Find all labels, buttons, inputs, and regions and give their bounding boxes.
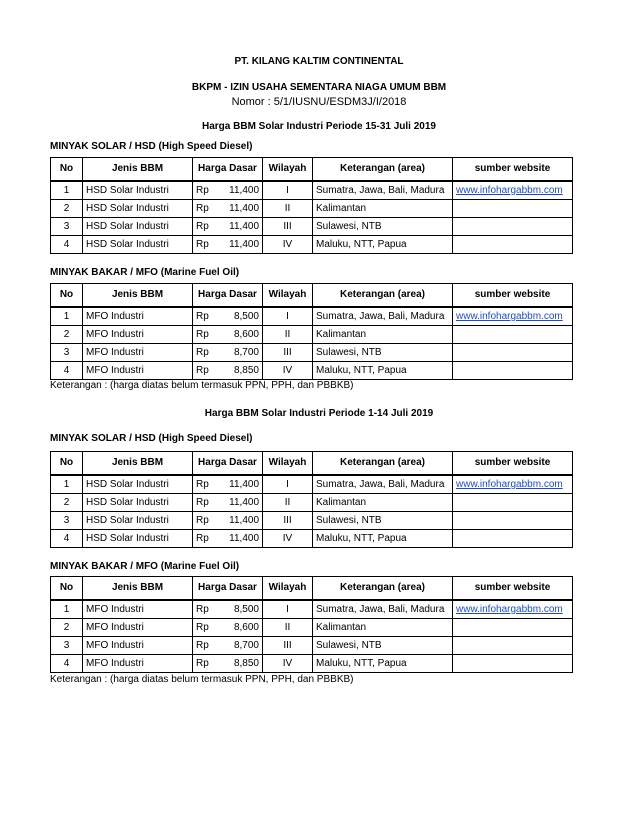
column-header: Jenis BBM (83, 158, 193, 182)
row-number: 4 (51, 362, 83, 380)
column-header: Keterangan (area) (313, 452, 453, 476)
table-row (51, 530, 573, 548)
source-website (453, 218, 573, 236)
row-number: 4 (51, 655, 83, 673)
region-code: I (263, 307, 313, 326)
column-header: Jenis BBM (83, 452, 193, 476)
table-row (51, 218, 573, 236)
column-header: sumber website (453, 452, 573, 476)
area-description: Sulawesi, NTB (313, 218, 453, 236)
source-website-link[interactable]: www.infohargabbm.com (456, 311, 563, 322)
area-description: Sulawesi, NTB (313, 344, 453, 362)
region-code: II (263, 200, 313, 218)
row-number: 3 (51, 637, 83, 655)
price-amount: 11,400 (229, 497, 259, 508)
row-number: 4 (51, 530, 83, 548)
region-code: II (263, 619, 313, 637)
section-heading-mfo: MINYAK BAKAR / MFO (Marine Fuel Oil) (50, 561, 240, 572)
area-description: Sumatra, Jawa, Bali, Madura (313, 475, 453, 494)
table-row (51, 362, 573, 380)
column-header: Harga Dasar (193, 158, 263, 182)
currency-label: Rp (196, 185, 209, 196)
price-table-solar (50, 157, 573, 254)
price-amount: 8,600 (233, 329, 259, 340)
column-header: Keterangan (area) (313, 284, 453, 308)
base-price (193, 236, 263, 254)
base-price (193, 326, 263, 344)
fuel-type: MFO Industri (83, 307, 193, 326)
row-number: 1 (51, 475, 83, 494)
row-number: 1 (51, 307, 83, 326)
section-heading-mfo: MINYAK BAKAR / MFO (Marine Fuel Oil) (50, 267, 240, 278)
price-table-mfo (50, 283, 573, 380)
source-website (453, 494, 573, 512)
column-header: Keterangan (area) (313, 577, 453, 601)
currency-label: Rp (196, 239, 209, 250)
section-heading-solar: MINYAK SOLAR / HSD (High Speed Diesel) (50, 433, 253, 444)
column-header: Jenis BBM (83, 577, 193, 601)
region-code: III (263, 344, 313, 362)
source-website (453, 512, 573, 530)
table-row (51, 475, 573, 494)
column-header: Wilayah (263, 577, 313, 601)
table-row (51, 236, 573, 254)
fuel-type: MFO Industri (83, 344, 193, 362)
column-header: Harga Dasar (193, 577, 263, 601)
region-code: II (263, 326, 313, 344)
column-header: No (51, 577, 83, 601)
column-header: Wilayah (263, 158, 313, 182)
currency-label: Rp (196, 329, 209, 340)
table-header-row (51, 577, 573, 601)
source-website (453, 307, 573, 326)
fuel-type: MFO Industri (83, 619, 193, 637)
source-website (453, 200, 573, 218)
price-amount: 11,400 (229, 515, 259, 526)
base-price (193, 512, 263, 530)
source-website (453, 655, 573, 673)
base-price (193, 494, 263, 512)
region-code: I (263, 475, 313, 494)
currency-label: Rp (196, 658, 209, 669)
price-amount: 8,600 (233, 622, 259, 633)
source-website (453, 600, 573, 619)
column-header: No (51, 284, 83, 308)
region-code: III (263, 512, 313, 530)
region-code: IV (263, 362, 313, 380)
base-price (193, 530, 263, 548)
table-header-row (51, 284, 573, 308)
fuel-type: MFO Industri (83, 637, 193, 655)
company-name: PT. KILANG KALTIM CONTINENTAL (234, 56, 404, 67)
table-row (51, 307, 573, 326)
price-note: Keterangan : (harga diatas belum termasuk PPN, PPH, dan PBBKB) (50, 380, 354, 391)
region-code: III (263, 218, 313, 236)
column-header: Keterangan (area) (313, 158, 453, 182)
base-price (193, 181, 263, 200)
base-price (193, 200, 263, 218)
area-description: Sumatra, Jawa, Bali, Madura (313, 181, 453, 200)
source-website (453, 362, 573, 380)
column-header: Wilayah (263, 452, 313, 476)
license-number: Nomor : 5/1/IUSNU/ESDM3J/I/2018 (231, 96, 407, 108)
period-title: Harga BBM Solar Industri Periode 1-14 Juli 2019 (204, 408, 434, 419)
area-description: Maluku, NTT, Papua (313, 236, 453, 254)
price-amount: 11,400 (229, 221, 259, 232)
row-number: 2 (51, 619, 83, 637)
price-amount: 8,700 (233, 347, 259, 358)
price-amount: 8,500 (233, 604, 259, 615)
fuel-type: MFO Industri (83, 600, 193, 619)
base-price (193, 475, 263, 494)
base-price (193, 344, 263, 362)
source-website-link[interactable]: www.infohargabbm.com (456, 185, 563, 196)
source-website (453, 236, 573, 254)
column-header: Wilayah (263, 284, 313, 308)
column-header: Harga Dasar (193, 284, 263, 308)
column-header: sumber website (453, 284, 573, 308)
base-price (193, 637, 263, 655)
row-number: 3 (51, 218, 83, 236)
currency-label: Rp (196, 311, 209, 322)
currency-label: Rp (196, 347, 209, 358)
source-website (453, 637, 573, 655)
base-price (193, 655, 263, 673)
fuel-type: MFO Industri (83, 362, 193, 380)
table-header-row (51, 452, 573, 476)
table-row (51, 619, 573, 637)
price-amount: 8,850 (233, 658, 259, 669)
price-table-mfo (50, 576, 573, 673)
source-website-link[interactable]: www.infohargabbm.com (456, 479, 563, 490)
base-price (193, 362, 263, 380)
fuel-type: HSD Solar Industri (83, 181, 193, 200)
source-website (453, 344, 573, 362)
price-amount: 11,400 (229, 479, 259, 490)
row-number: 2 (51, 494, 83, 512)
price-amount: 8,700 (233, 640, 259, 651)
table-row (51, 200, 573, 218)
price-amount: 8,500 (233, 311, 259, 322)
table-row (51, 344, 573, 362)
table-row (51, 512, 573, 530)
column-header: sumber website (453, 577, 573, 601)
base-price (193, 307, 263, 326)
row-number: 1 (51, 181, 83, 200)
region-code: III (263, 637, 313, 655)
currency-label: Rp (196, 203, 209, 214)
currency-label: Rp (196, 622, 209, 633)
column-header: No (51, 452, 83, 476)
price-table-solar (50, 451, 573, 548)
currency-label: Rp (196, 365, 209, 376)
area-description: Sumatra, Jawa, Bali, Madura (313, 600, 453, 619)
price-amount: 11,400 (229, 185, 259, 196)
section-heading-solar: MINYAK SOLAR / HSD (High Speed Diesel) (50, 141, 253, 152)
license-title: BKPM - IZIN USAHA SEMENTARA NIAGA UMUM BBM (191, 82, 447, 93)
area-description: Sulawesi, NTB (313, 512, 453, 530)
row-number: 2 (51, 200, 83, 218)
table-row (51, 655, 573, 673)
fuel-type: HSD Solar Industri (83, 218, 193, 236)
fuel-type: MFO Industri (83, 655, 193, 673)
table-row (51, 637, 573, 655)
price-note: Keterangan : (harga diatas belum termasuk PPN, PPH, dan PBBKB) (50, 674, 354, 685)
table-row (51, 494, 573, 512)
row-number: 2 (51, 326, 83, 344)
column-header: sumber website (453, 158, 573, 182)
price-amount: 8,850 (233, 365, 259, 376)
area-description: Maluku, NTT, Papua (313, 655, 453, 673)
price-amount: 11,400 (229, 203, 259, 214)
area-description: Kalimantan (313, 326, 453, 344)
currency-label: Rp (196, 221, 209, 232)
source-website (453, 475, 573, 494)
region-code: I (263, 181, 313, 200)
area-description: Kalimantan (313, 619, 453, 637)
price-amount: 11,400 (229, 239, 259, 250)
fuel-type: HSD Solar Industri (83, 236, 193, 254)
currency-label: Rp (196, 479, 209, 490)
fuel-type: HSD Solar Industri (83, 512, 193, 530)
price-amount: 11,400 (229, 533, 259, 544)
base-price (193, 218, 263, 236)
area-description: Maluku, NTT, Papua (313, 530, 453, 548)
region-code: I (263, 600, 313, 619)
source-website (453, 619, 573, 637)
column-header: Jenis BBM (83, 284, 193, 308)
currency-label: Rp (196, 497, 209, 508)
column-header: Harga Dasar (193, 452, 263, 476)
row-number: 3 (51, 344, 83, 362)
fuel-type: MFO Industri (83, 326, 193, 344)
table-row (51, 326, 573, 344)
area-description: Maluku, NTT, Papua (313, 362, 453, 380)
area-description: Sumatra, Jawa, Bali, Madura (313, 307, 453, 326)
source-website-link[interactable]: www.infohargabbm.com (456, 604, 563, 615)
area-description: Kalimantan (313, 494, 453, 512)
region-code: IV (263, 236, 313, 254)
region-code: IV (263, 530, 313, 548)
table-row (51, 181, 573, 200)
currency-label: Rp (196, 533, 209, 544)
source-website (453, 530, 573, 548)
fuel-type: HSD Solar Industri (83, 530, 193, 548)
base-price (193, 619, 263, 637)
currency-label: Rp (196, 640, 209, 651)
fuel-type: HSD Solar Industri (83, 200, 193, 218)
row-number: 4 (51, 236, 83, 254)
table-row (51, 600, 573, 619)
region-code: IV (263, 655, 313, 673)
currency-label: Rp (196, 604, 209, 615)
currency-label: Rp (196, 515, 209, 526)
region-code: II (263, 494, 313, 512)
row-number: 1 (51, 600, 83, 619)
table-header-row (51, 158, 573, 182)
period-title: Harga BBM Solar Industri Periode 15-31 Juli 2019 (202, 121, 436, 132)
source-website (453, 326, 573, 344)
fuel-type: HSD Solar Industri (83, 494, 193, 512)
base-price (193, 600, 263, 619)
row-number: 3 (51, 512, 83, 530)
area-description: Kalimantan (313, 200, 453, 218)
fuel-type: HSD Solar Industri (83, 475, 193, 494)
area-description: Sulawesi, NTB (313, 637, 453, 655)
column-header: No (51, 158, 83, 182)
source-website (453, 181, 573, 200)
